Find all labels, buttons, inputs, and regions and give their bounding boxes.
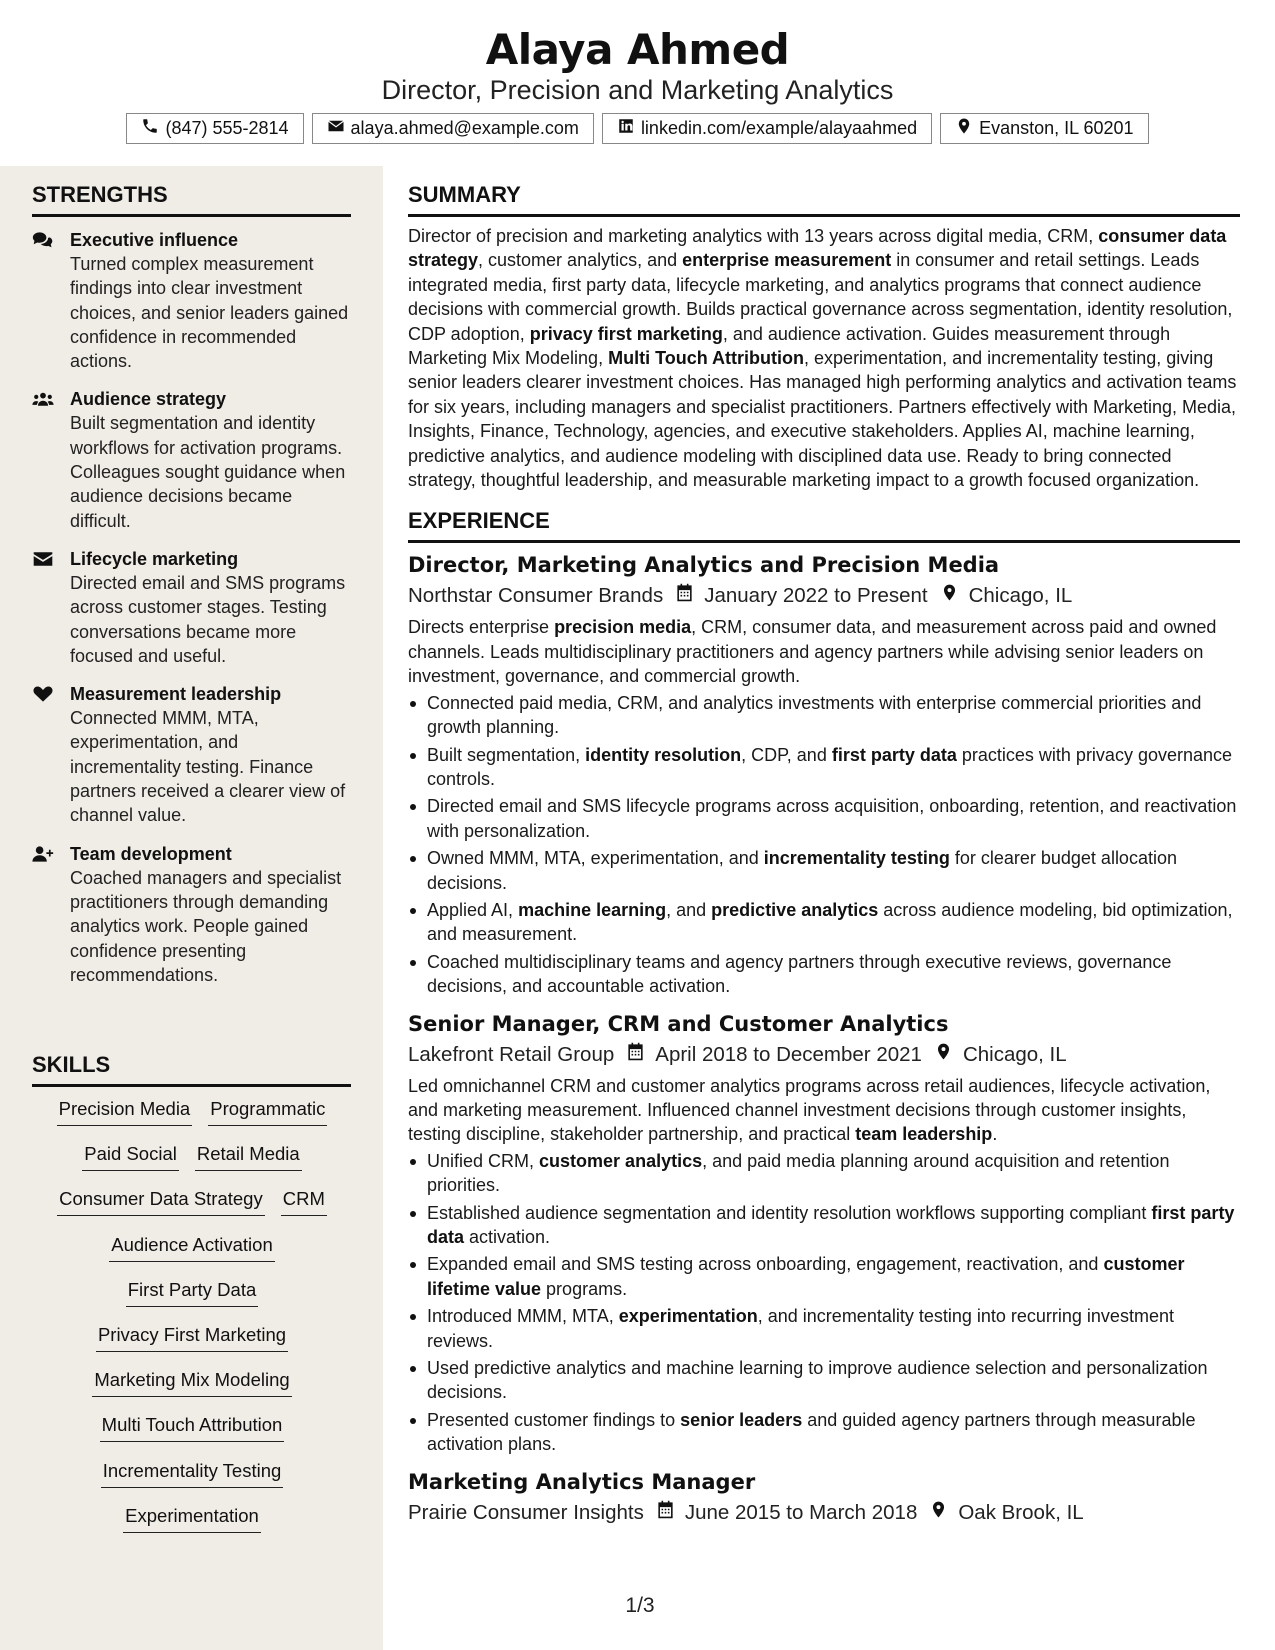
contact-phone[interactable] [126, 113, 303, 144]
skills-heading: SKILLS [32, 1050, 351, 1087]
skill-row [32, 1277, 352, 1322]
job-title: Senior Manager, CRM and Customer Analytics [408, 1011, 949, 1036]
job-location: Oak Brook, IL [958, 1500, 1084, 1524]
strength-item [32, 387, 352, 532]
job-dates: January 2022 to Present [704, 584, 928, 608]
job-description: Directs enterprise precision media, CRM, consumer data, and measurement across paid and owned channels. Leads multidisciplinary practitioners and agency partners while advising senior leaders on investment, governance, and commercial growth. [408, 617, 1217, 687]
main-column [408, 180, 1240, 1537]
skill-tag: Multi Touch Attribution [100, 1412, 285, 1442]
skill-row [32, 1322, 352, 1367]
contact-bar [0, 113, 1275, 144]
calendar-icon [614, 1041, 655, 1069]
summary-text: Director of precision and marketing analytics with 13 years across digital media, CRM, consumer data strategy, customer analytics, and enterprise measurement in consumer and retail settings. Leads integrated media, first party data, lifecycle marketing, and analytics programs that connect audience decisions with commercial growth. Builds practical governance across segmentation, identity resolution, CDP adoption, privacy first marketing, and audience activation. Guides measurement through Marketing Mix Modeling, Multi Touch Attribution, experimentation, and incrementality testing, giving senior leaders clearer investment choices. Has managed high performing analytics and activation teams for six years, including managers and specialist practitioners. Partners effectively with Marketing, Media, Insights, Finance, Technology, agencies, and executive stakeholders. Applies AI, machine learning, predictive analytics, and audience modeling with disciplined data use. Ready to bring connected strategy, thoughtful leadership, and measurable marketing impact to a growth focused organization. [408, 226, 1237, 491]
job-bullet: Used predictive analytics and machine learning to improve audience selection and personalization decisions. [408, 1356, 1240, 1405]
location-pin-icon [922, 1041, 963, 1069]
skill-tag: Audience Activation [109, 1232, 274, 1262]
strength-item [32, 228, 352, 373]
job-company: Lakefront Retail Group [408, 1042, 615, 1066]
users-icon [32, 387, 70, 532]
job-bullet: Presented customer findings to senior leaders and guided agency partners through measurable activation plans. [408, 1408, 1240, 1457]
job-bullet: Owned MMM, MTA, experimentation, and incrementality testing for clearer budget allocation decisions. [408, 846, 1240, 895]
contact-location-text: Evanston, IL 60201 [979, 118, 1134, 138]
skill-row [32, 1458, 352, 1503]
phone-icon [141, 117, 159, 140]
skill-tag: Retail Media [195, 1141, 302, 1171]
job-entry [408, 1009, 1240, 1457]
job-meta [408, 1041, 1240, 1069]
skill-row [32, 1412, 352, 1457]
location-pin-icon [955, 117, 973, 140]
skill-tag: Consumer Data Strategy [57, 1186, 265, 1216]
envelope-icon [327, 117, 345, 140]
skills-list [32, 1096, 352, 1548]
strength-desc: Built segmentation and identity workflows for activation programs. Colleagues sought guidance when audience decisions became difficult. [70, 413, 346, 531]
strength-title: Lifecycle marketing [70, 548, 239, 569]
job-meta [408, 1499, 1240, 1527]
skill-row [32, 1367, 352, 1412]
strengths-heading: STRENGTHS [32, 180, 351, 217]
strength-desc: Directed email and SMS programs across customer stages. Testing conversations became more focused and useful. [70, 572, 346, 666]
job-bullet: Directed email and SMS lifecycle programs across acquisition, onboarding, retention, and reactivation with personalization. [408, 794, 1240, 843]
job-location: Chicago, IL [968, 584, 1073, 608]
skill-row [32, 1186, 352, 1231]
job-bullet: Expanded email and SMS testing across onboarding, engagement, reactivation, and customer lifetime value programs. [408, 1252, 1240, 1301]
skill-tag: First Party Data [126, 1277, 259, 1307]
job-bullets [408, 1149, 1240, 1457]
contact-email[interactable] [312, 113, 594, 144]
page-number: 1/3 [625, 1594, 655, 1617]
job-bullet: Connected paid media, CRM, and analytics investments with enterprise commercial priorities and growth planning. [408, 691, 1240, 740]
skill-tag: Privacy First Marketing [96, 1322, 288, 1352]
contact-linkedin[interactable] [602, 113, 932, 144]
candidate-headline: Director, Precision and Marketing Analytics [381, 75, 894, 105]
strengths-list [32, 228, 352, 1001]
strength-desc: Turned complex measurement findings into clear investment choices, and senior leaders gained confidence in recommended actions. [70, 254, 349, 372]
strength-item [32, 842, 352, 987]
job-bullet: Unified CRM, customer analytics, and paid media planning around acquisition and retention priorities. [408, 1149, 1240, 1198]
skill-row [32, 1232, 352, 1277]
skill-tag: Paid Social [82, 1141, 179, 1171]
calendar-icon [644, 1499, 685, 1527]
calendar-icon [663, 582, 704, 610]
job-bullet: Applied AI, machine learning, and predictive analytics across audience modeling, bid optimization, and measurement. [408, 898, 1240, 947]
job-bullet: Built segmentation, identity resolution, CDP, and first party data practices with privacy governance controls. [408, 743, 1240, 792]
job-dates: April 2018 to December 2021 [655, 1042, 922, 1066]
skill-row [32, 1141, 352, 1186]
strength-desc: Coached managers and specialist practitioners through demanding analytics work. People gained confidence presenting recommendations. [70, 867, 342, 985]
contact-location[interactable] [940, 113, 1148, 144]
job-entry [408, 550, 1240, 998]
job-description: Led omnichannel CRM and customer analytics programs across retail audiences, lifecycle activation, and marketing measurement. Influenced channel investment decisions through customer insights, testing discipline, stakeholder partnership, and practical team leadership. [408, 1075, 1211, 1145]
contact-linkedin-text: linkedin.com/example/alayaahmed [640, 118, 918, 138]
skill-row [32, 1503, 352, 1548]
job-meta [408, 582, 1240, 610]
job-entry [408, 1467, 1240, 1527]
contact-email-text: alaya.ahmed@example.com [350, 118, 579, 138]
skill-tag: Marketing Mix Modeling [92, 1367, 291, 1397]
linkedin-icon [617, 117, 635, 140]
strength-title: Measurement leadership [70, 684, 282, 705]
strength-item [32, 682, 352, 827]
skill-tag: CRM [281, 1186, 327, 1216]
skill-tag: Incrementality Testing [101, 1458, 284, 1488]
skill-tag: Precision Media [57, 1096, 193, 1126]
user-plus-icon [32, 842, 70, 987]
strength-item [32, 547, 352, 668]
job-dates: June 2015 to March 2018 [684, 1500, 918, 1524]
candidate-name: Alaya Ahmed [485, 25, 790, 74]
experience-heading: EXPERIENCE [408, 506, 1240, 543]
job-title: Director, Marketing Analytics and Precision Media [408, 553, 1000, 578]
job-location: Chicago, IL [962, 1042, 1067, 1066]
job-company: Prairie Consumer Insights [408, 1500, 644, 1524]
job-bullet: Coached multidisciplinary teams and agency partners through executive reviews, governance decisions, and accountable activation. [408, 950, 1240, 999]
strength-title: Team development [70, 843, 232, 864]
strength-title: Executive influence [70, 230, 239, 250]
heart-icon [32, 682, 70, 827]
skill-row [32, 1096, 352, 1141]
job-bullet: Introduced MMM, MTA, experimentation, and incrementality testing into recurring investment reviews. [408, 1304, 1240, 1353]
summary-heading: SUMMARY [408, 180, 1240, 217]
skill-tag: Experimentation [123, 1503, 261, 1533]
contact-phone-text: (847) 555-2814 [165, 118, 289, 138]
job-title: Marketing Analytics Manager [408, 1469, 756, 1494]
location-pin-icon [917, 1499, 958, 1527]
job-bullets [408, 691, 1240, 999]
comments-icon [32, 228, 70, 373]
location-pin-icon [928, 582, 969, 610]
skill-tag: Programmatic [208, 1096, 327, 1126]
strength-title: Audience strategy [70, 389, 227, 410]
strength-desc: Connected MMM, MTA, experimentation, and incrementality testing. Finance partners received a clearer view of channel value. [70, 708, 346, 826]
job-company: Northstar Consumer Brands [408, 584, 664, 608]
envelope-icon [32, 547, 70, 668]
job-bullet: Established audience segmentation and identity resolution workflows supporting compliant first party data activation. [408, 1201, 1240, 1250]
